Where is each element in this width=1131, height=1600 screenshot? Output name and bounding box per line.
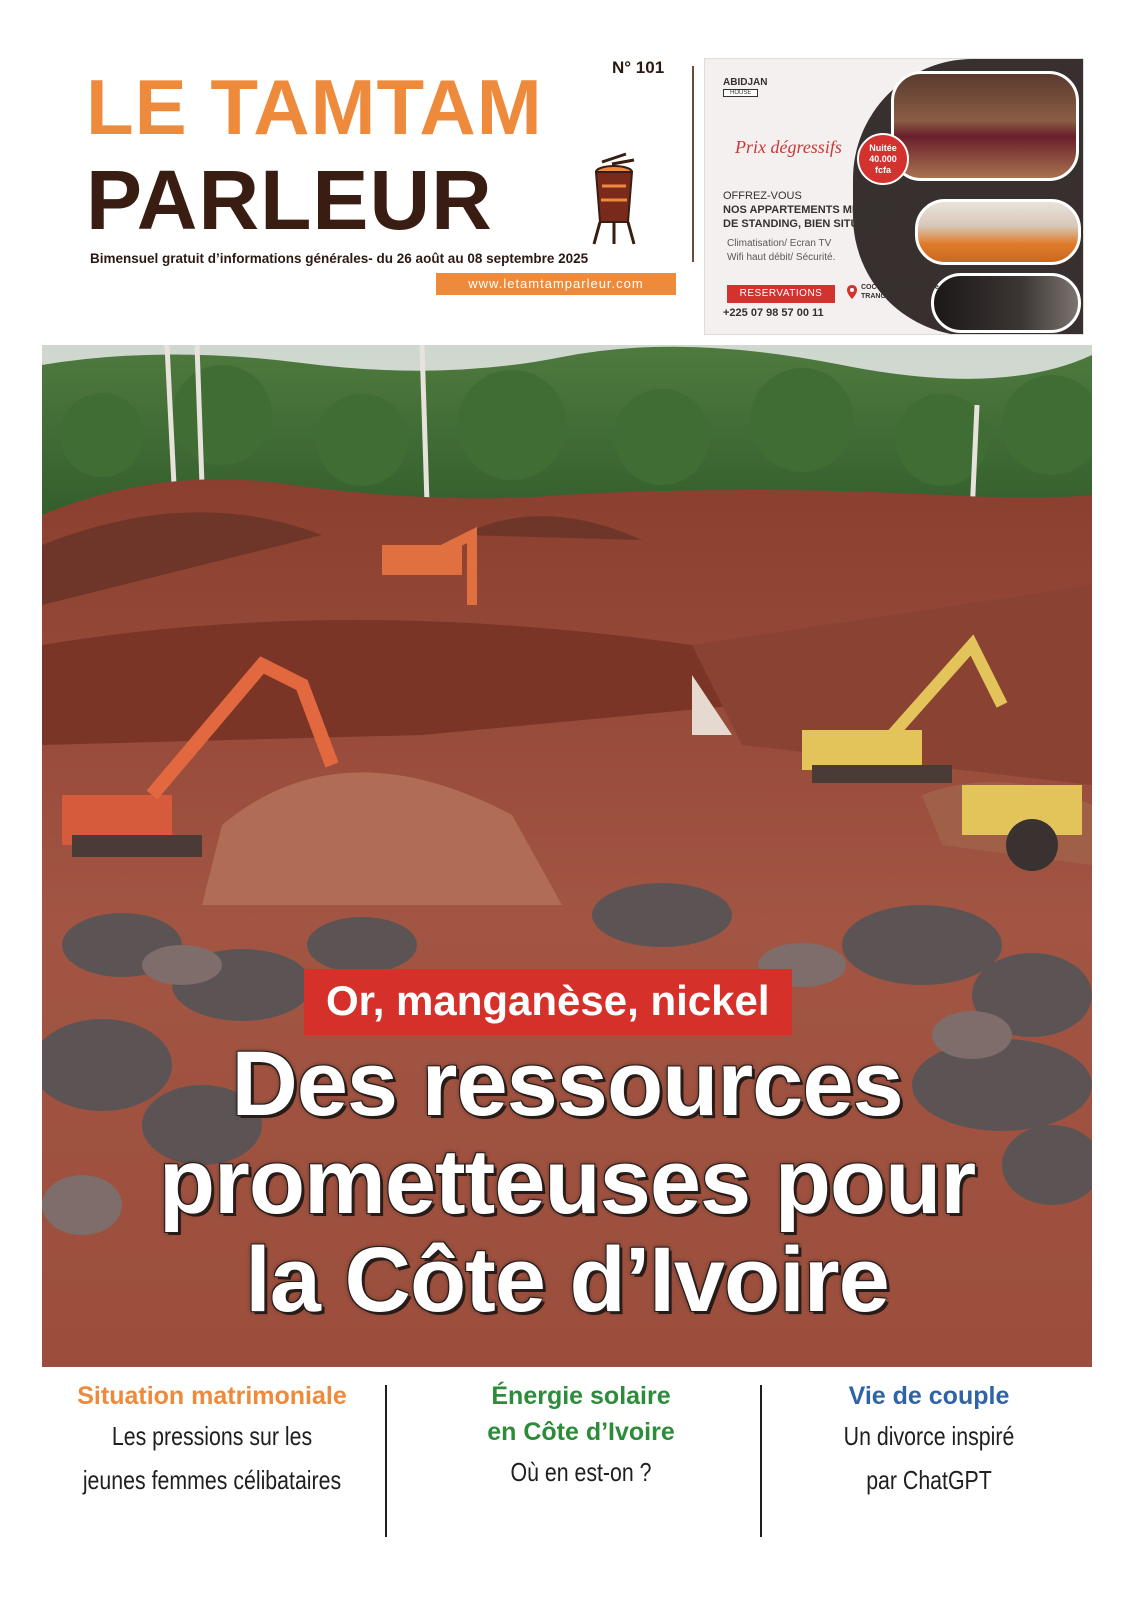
- teaser-situation-matrimoniale[interactable]: [42, 1378, 382, 1502]
- ad-kitchen-photo: [931, 273, 1081, 333]
- advertisement-abidjan-house[interactable]: [704, 58, 1084, 335]
- teaser-subtitle-line1: Où en est-on ?: [510, 1457, 652, 1487]
- masthead-divider: [692, 66, 694, 262]
- cover-headline-line2: prometteuses pour: [158, 1131, 976, 1233]
- issue-number: N° 101: [612, 58, 665, 77]
- teaser-energie-solaire[interactable]: [400, 1378, 762, 1494]
- teaser-category-line2: en Côte d’Ivoire: [487, 1418, 675, 1446]
- cover-photo-mining-site: [42, 345, 1092, 1367]
- ad-logo-sub: HOUSE: [723, 89, 758, 97]
- newspaper-title-line2: PARLEUR: [86, 153, 493, 247]
- website-link[interactable]: www.letamtamparleur.com: [436, 273, 676, 295]
- ad-reservations-button[interactable]: RESERVATIONS: [727, 285, 835, 303]
- ad-bedroom-photo: [915, 199, 1081, 265]
- teaser-subtitle-line1: Un divorce inspiré: [843, 1421, 1015, 1451]
- ad-price-value: 40.000: [869, 154, 897, 164]
- teaser-divider: [385, 1385, 387, 1537]
- ad-price-unit: fcfa: [874, 165, 891, 175]
- masthead: [0, 0, 700, 320]
- ad-headline-detail: NOS APPARTEMENTS MEUBLÉS DE STANDING, BIEN SITUÉS.: [723, 204, 897, 230]
- ad-phone[interactable]: +225 07 98 57 00 11: [723, 307, 824, 319]
- location-pin-icon: [847, 285, 857, 299]
- teaser-category: Situation matrimoniale: [77, 1382, 347, 1410]
- teaser-subtitle-line2: jeunes femmes célibataires: [82, 1465, 342, 1495]
- ad-price-label: Nuitée: [869, 143, 897, 153]
- teaser-category: Vie de couple: [848, 1382, 1010, 1410]
- ad-location: COCODY-ANGRÉ 8ème TRANCHE: [861, 284, 939, 300]
- ad-promo: Prix dégressifs: [735, 137, 842, 157]
- ad-price-badge: [857, 133, 909, 185]
- cover-headline[interactable]: [42, 1035, 1092, 1329]
- teaser-subtitle-line2: par ChatGPT: [866, 1465, 992, 1495]
- teaser-subtitle-line1: Les pressions sur les: [111, 1421, 313, 1451]
- newspaper-title-line1: LE TAMTAM: [86, 63, 543, 151]
- cover-headline-line3: la Côte d’Ivoire: [245, 1229, 889, 1331]
- ad-features: Climatisation/ Ecran TV Wifi haut débit/ Sécurité.: [727, 238, 836, 263]
- teaser-divider: [760, 1385, 762, 1537]
- ad-living-room-photo: [891, 71, 1079, 181]
- tagline: Bimensuel gratuit d’informations générales- du 26 août au 08 septembre 2025: [90, 251, 589, 266]
- cover-kicker: Or, manganèse, nickel: [304, 969, 792, 1035]
- teaser-category-line1: Énergie solaire: [491, 1382, 671, 1410]
- cover-headline-line1: Des ressources: [231, 1033, 903, 1135]
- ad-logo: ABIDJAN: [723, 77, 768, 88]
- tamtam-drum-icon: [582, 152, 646, 248]
- teaser-vie-de-couple[interactable]: [770, 1378, 1088, 1502]
- ad-headline: OFFREZ-VOUS: [723, 190, 802, 202]
